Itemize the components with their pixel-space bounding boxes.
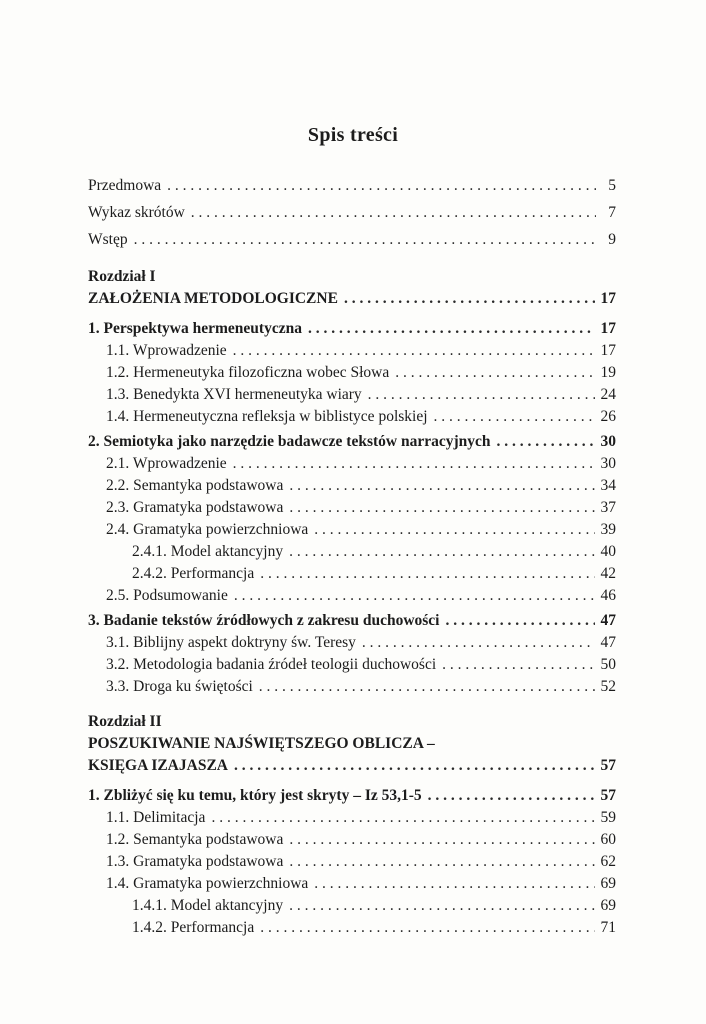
toc-entry-page: 37 [600,499,616,516]
toc-subsection[interactable] [88,362,616,384]
chapter-heading: Rozdział I [88,268,156,285]
toc-entry-przedmowa[interactable] [88,175,616,197]
toc-entry-label: 3.3. Droga ku świętości [106,678,253,695]
toc-subsection[interactable] [88,807,616,829]
leader-dots [260,563,594,585]
leader-dots [234,585,595,607]
toc-entry-page: 30 [600,433,616,450]
toc-entry-page: 26 [600,408,616,425]
toc-entry-page: 9 [608,231,616,248]
toc-entry-label: 2.4.1. Model aktancyjny [132,543,284,560]
toc-entry-page: 42 [600,565,616,582]
toc-subsubsection[interactable] [88,917,616,939]
leader-dots [167,175,596,197]
toc-entry-label: 1.4. Hermeneutyczna refleksja w biblistyce polskiej [106,408,428,425]
leader-dots [368,384,595,406]
toc-entry-page: 40 [600,543,616,560]
toc-entry-wstep[interactable] [88,229,616,251]
leader-dots [233,453,595,475]
toc-entry-page: 47 [600,612,616,629]
toc-entry-label: 2.3. Gramatyka podstawowa [106,499,284,516]
toc-entry-label: 1.3. Benedykta XVI hermeneutyka wiary [106,386,362,403]
toc-entry-page: 5 [608,177,616,194]
leader-dots [211,807,594,829]
toc-entry-page: 52 [600,678,616,695]
toc-entry-page: 57 [600,787,616,804]
toc-section[interactable] [88,785,616,807]
toc-entry-label: 1.2. Semantyka podstawowa [106,831,284,848]
toc-entry-page: 39 [600,521,616,538]
page-title: Spis treści [307,124,399,146]
toc-entry-label: Wstęp [88,231,128,248]
toc-subsection[interactable] [88,829,616,851]
toc-entry-page: 34 [600,477,616,494]
toc-entry-page: 17 [600,320,616,337]
toc-entry-label: Przedmowa [88,177,162,194]
toc-entry-label: 1.4. Gramatyka powierzchniowa [106,875,309,892]
toc-subsection[interactable] [88,384,616,406]
toc-entry-page: 62 [600,853,616,870]
toc-entry-page: 17 [600,342,616,359]
toc-entry-page: 24 [600,386,616,403]
toc-entry-wykaz-skrotow[interactable] [88,202,616,224]
toc-entry-label: 1. Zbliżyć się ku temu, który jest skryty – Iz 53,1-5 [88,787,422,804]
toc-entry-page: 46 [600,587,616,604]
toc-entry-page: 57 [600,757,616,774]
toc-subsection[interactable] [88,340,616,362]
leader-dots [289,895,594,917]
toc-entry-page: 17 [600,290,616,307]
leader-dots [260,917,594,939]
toc-subsection[interactable] [88,654,616,676]
toc-entry-page: 60 [600,831,616,848]
toc-subsection[interactable] [88,453,616,475]
leader-dots [308,318,595,340]
leader-dots [191,202,596,224]
chapter-title-row[interactable] [88,755,616,777]
toc-entry-page: 47 [600,634,616,651]
leader-dots [289,475,594,497]
toc-entry-label: 1.1. Delimitacja [106,809,206,826]
leader-dots [259,676,595,698]
leader-dots [314,519,594,541]
leader-dots [234,755,595,777]
toc-subsubsection[interactable] [88,563,616,585]
toc-subsection[interactable] [88,585,616,607]
chapter-title: POSZUKIWANIE NAJŚWIĘTSZEGO OBLICZA – [88,735,435,752]
toc-entry-label: 1.4.1. Model aktancyjny [132,897,284,914]
toc-subsection[interactable] [88,497,616,519]
toc-entry-label: 2.1. Wprowadzenie [106,455,227,472]
leader-dots [289,497,594,519]
toc-entry-label: 3.1. Biblijny aspekt doktryny św. Teresy [106,634,356,651]
chapter-title-row[interactable] [88,288,616,310]
toc-subsubsection[interactable] [88,895,616,917]
leader-dots [434,406,595,428]
toc-entry-page: 7 [608,204,616,221]
chapter-title: ZAŁOŻENIA METODOLOGICZNE [88,290,338,307]
toc-entry-label: Wykaz skrótów [88,204,185,221]
leader-dots [442,654,594,676]
toc-subsection[interactable] [88,475,616,497]
leader-dots [497,431,595,453]
toc-entry-label: 2.2. Semantyka podstawowa [106,477,284,494]
toc-entry-page: 71 [600,919,616,936]
leader-dots [289,541,594,563]
toc-subsection[interactable] [88,851,616,873]
leader-dots [233,340,595,362]
toc-subsection[interactable] [88,676,616,698]
chapter-title: KSIĘGA IZAJASZA [88,757,228,774]
toc-entry-label: 1.4.2. Performancja [132,919,255,936]
leader-dots [344,288,595,310]
toc-subsubsection[interactable] [88,541,616,563]
toc-entry-page: 50 [600,656,616,673]
toc-entry-label: 1.3. Gramatyka podstawowa [106,853,284,870]
toc-entry-label: 2.4. Gramatyka powierzchniowa [106,521,309,538]
toc-entry-label: 1. Perspektywa hermeneutyczna [88,320,302,337]
toc-entry-page: 69 [600,875,616,892]
chapter-heading: Rozdział II [88,713,162,730]
toc-entry-label: 3. Badanie tekstów źródłowych z zakresu duchowości [88,612,440,629]
leader-dots [395,362,594,384]
toc-subsection[interactable] [88,519,616,541]
toc-entry-label: 2.5. Podsumowanie [106,587,228,604]
toc-subsection[interactable] [88,873,616,895]
toc-entry-page: 59 [600,809,616,826]
toc-entry-label: 1.1. Wprowadzenie [106,342,227,359]
leader-dots [445,610,594,632]
leader-dots [428,785,595,807]
toc-section[interactable] [88,431,616,453]
toc-section[interactable] [88,610,616,632]
toc-entry-label: 2. Semiotyka jako narzędzie badawcze tekstów narracyjnych [88,433,491,450]
toc-subsection[interactable] [88,406,616,428]
toc-subsection[interactable] [88,632,616,654]
toc-entry-label: 2.4.2. Performancja [132,565,255,582]
toc-section[interactable] [88,318,616,340]
leader-dots [362,632,595,654]
leader-dots [134,229,596,251]
toc-entry-page: 30 [600,455,616,472]
toc-entry-page: 69 [600,897,616,914]
leader-dots [289,829,594,851]
leader-dots [289,851,594,873]
toc-entry-label: 3.2. Metodologia badania źródeł teologii duchowości [106,656,437,673]
toc-entry-page: 19 [600,364,616,381]
toc-entry-label: 1.2. Hermeneutyka filozoficzna wobec Słowa [106,364,390,381]
leader-dots [314,873,594,895]
